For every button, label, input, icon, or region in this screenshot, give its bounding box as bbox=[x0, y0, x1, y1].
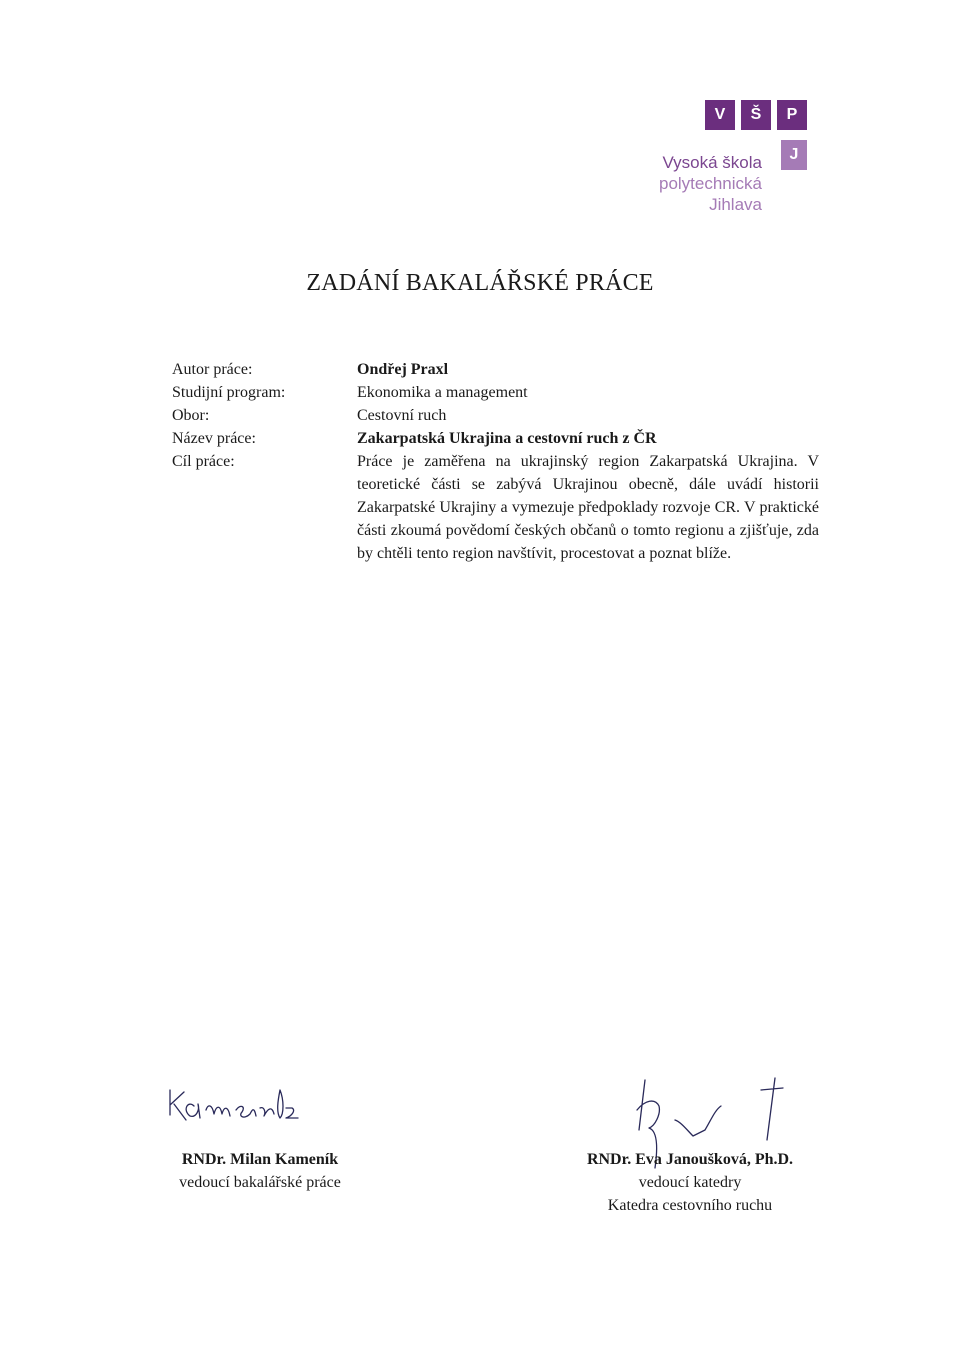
signature-block-head bbox=[560, 1148, 820, 1217]
logo-box-s: Š bbox=[741, 100, 771, 130]
label-thesis-title: Název práce: bbox=[172, 430, 256, 447]
logo-line-1: Vysoká škola bbox=[662, 153, 762, 172]
value-thesis-title: Zakarpatská Ukrajina a cestovní ruch z ČR bbox=[357, 430, 657, 447]
document-title: ZADÁNÍ BAKALÁŘSKÉ PRÁCE bbox=[306, 270, 654, 296]
field-values bbox=[357, 358, 819, 565]
supervisor-role: vedoucí bakalářské práce bbox=[179, 1174, 341, 1191]
label-program: Studijní program: bbox=[172, 384, 286, 401]
logo-box-v: V bbox=[705, 100, 735, 130]
value-field: Cestovní ruch bbox=[357, 407, 447, 424]
head-department: Katedra cestovního ruchu bbox=[607, 1197, 773, 1214]
label-goal: Cíl práce: bbox=[172, 453, 235, 470]
logo-box-j: J bbox=[781, 140, 807, 170]
value-goal: Práce je zaměřena na ukrajinský region Zakarpatská Ukrajina. V teoretické části se zabývá Ukrajinou obecně, dále uvádí historii Zakarpatské Ukrajiny a vymezuje předpoklady rozvoje CR. V praktické části zkoumá povědomí českých občanů o tomto regionu a zjišťuje, zda by chtěli tento region navštívit, procestovat a poznat blíže. bbox=[357, 453, 819, 562]
field-labels bbox=[172, 358, 285, 473]
value-program: Ekonomika a management bbox=[357, 384, 528, 401]
signature-block-supervisor bbox=[150, 1148, 370, 1194]
label-author: Autor práce: bbox=[172, 361, 253, 378]
logo-box-p: P bbox=[777, 100, 807, 130]
signature-scribble-left bbox=[160, 1070, 360, 1140]
logo-line-3: Jihlava bbox=[709, 195, 762, 214]
supervisor-name: RNDr. Milan Kameník bbox=[181, 1151, 339, 1168]
label-field: Obor: bbox=[172, 407, 210, 424]
value-author: Ondřej Praxl bbox=[357, 361, 449, 378]
logo-line-2: polytechnická bbox=[658, 174, 762, 193]
head-role: vedoucí katedry bbox=[638, 1174, 742, 1191]
school-logo bbox=[640, 100, 810, 225]
head-name: RNDr. Eva Janoušková, Ph.D. bbox=[586, 1151, 794, 1168]
